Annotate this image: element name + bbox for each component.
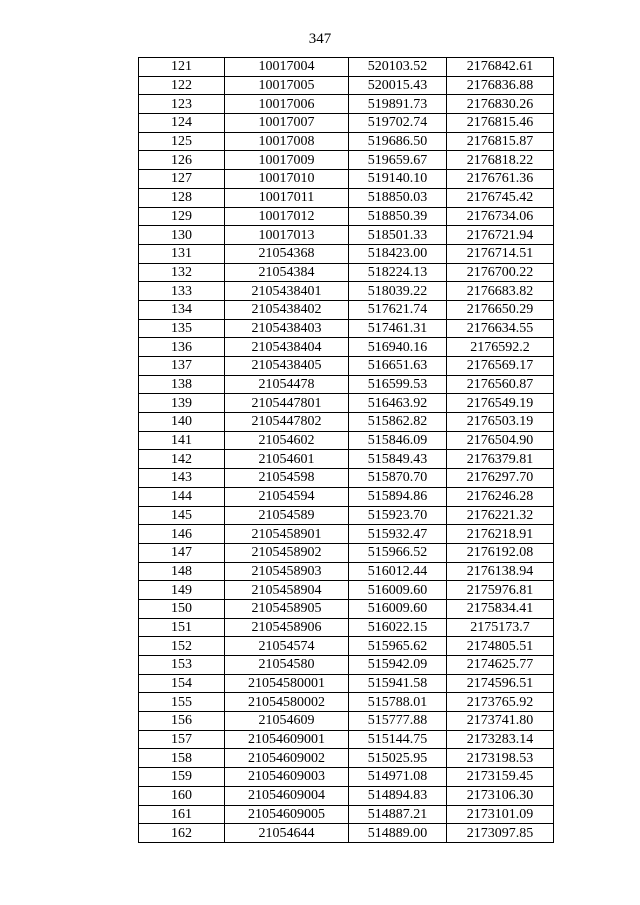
point-id-cell: 21054478 bbox=[225, 375, 349, 394]
row-index-cell: 124 bbox=[139, 114, 225, 133]
point-id-cell: 10017007 bbox=[225, 114, 349, 133]
x-coordinate-cell: 515966.52 bbox=[349, 543, 447, 562]
point-id-cell: 2105438401 bbox=[225, 282, 349, 301]
table-row bbox=[139, 282, 554, 301]
point-id-cell: 10017004 bbox=[225, 58, 349, 77]
point-id-cell: 21054609003 bbox=[225, 768, 349, 787]
table-row bbox=[139, 824, 554, 843]
table-row bbox=[139, 712, 554, 731]
x-coordinate-cell: 514889.00 bbox=[349, 824, 447, 843]
y-coordinate-cell: 2176549.19 bbox=[447, 394, 554, 413]
row-index-cell: 150 bbox=[139, 599, 225, 618]
point-id-cell: 2105447801 bbox=[225, 394, 349, 413]
row-index-cell: 135 bbox=[139, 319, 225, 338]
row-index-cell: 125 bbox=[139, 132, 225, 151]
table-row bbox=[139, 693, 554, 712]
table-row bbox=[139, 525, 554, 544]
x-coordinate-cell: 516009.60 bbox=[349, 581, 447, 600]
table-row bbox=[139, 450, 554, 469]
table-row bbox=[139, 132, 554, 151]
row-index-cell: 161 bbox=[139, 805, 225, 824]
table-row bbox=[139, 543, 554, 562]
y-coordinate-cell: 2176818.22 bbox=[447, 151, 554, 170]
table-row bbox=[139, 487, 554, 506]
table-row bbox=[139, 319, 554, 338]
x-coordinate-cell: 515965.62 bbox=[349, 637, 447, 656]
x-coordinate-cell: 514894.83 bbox=[349, 786, 447, 805]
point-id-cell: 10017006 bbox=[225, 95, 349, 114]
y-coordinate-cell: 2173741.80 bbox=[447, 712, 554, 731]
x-coordinate-cell: 515846.09 bbox=[349, 431, 447, 450]
table-row bbox=[139, 300, 554, 319]
row-index-cell: 162 bbox=[139, 824, 225, 843]
y-coordinate-cell: 2176745.42 bbox=[447, 188, 554, 207]
point-id-cell: 2105458906 bbox=[225, 618, 349, 637]
table-row bbox=[139, 76, 554, 95]
row-index-cell: 122 bbox=[139, 76, 225, 95]
x-coordinate-cell: 515788.01 bbox=[349, 693, 447, 712]
row-index-cell: 139 bbox=[139, 394, 225, 413]
y-coordinate-cell: 2173106.30 bbox=[447, 786, 554, 805]
y-coordinate-cell: 2173159.45 bbox=[447, 768, 554, 787]
table-row bbox=[139, 768, 554, 787]
x-coordinate-cell: 515894.86 bbox=[349, 487, 447, 506]
table-row bbox=[139, 226, 554, 245]
table-row bbox=[139, 469, 554, 488]
y-coordinate-cell: 2176842.61 bbox=[447, 58, 554, 77]
row-index-cell: 126 bbox=[139, 151, 225, 170]
table-row bbox=[139, 730, 554, 749]
y-coordinate-cell: 2176634.55 bbox=[447, 319, 554, 338]
point-id-cell: 21054598 bbox=[225, 469, 349, 488]
table-row bbox=[139, 244, 554, 263]
y-coordinate-cell: 2176830.26 bbox=[447, 95, 554, 114]
x-coordinate-cell: 515941.58 bbox=[349, 674, 447, 693]
row-index-cell: 131 bbox=[139, 244, 225, 263]
point-id-cell: 2105458902 bbox=[225, 543, 349, 562]
row-index-cell: 123 bbox=[139, 95, 225, 114]
row-index-cell: 132 bbox=[139, 263, 225, 282]
point-id-cell: 21054384 bbox=[225, 263, 349, 282]
point-id-cell: 21054580 bbox=[225, 656, 349, 675]
table-row bbox=[139, 805, 554, 824]
y-coordinate-cell: 2175976.81 bbox=[447, 581, 554, 600]
x-coordinate-cell: 515025.95 bbox=[349, 749, 447, 768]
table-row bbox=[139, 431, 554, 450]
y-coordinate-cell: 2176836.88 bbox=[447, 76, 554, 95]
x-coordinate-cell: 518850.39 bbox=[349, 207, 447, 226]
coordinates-table bbox=[138, 57, 554, 843]
table-row bbox=[139, 188, 554, 207]
x-coordinate-cell: 519140.10 bbox=[349, 170, 447, 189]
row-index-cell: 133 bbox=[139, 282, 225, 301]
row-index-cell: 121 bbox=[139, 58, 225, 77]
table-row bbox=[139, 562, 554, 581]
x-coordinate-cell: 517621.74 bbox=[349, 300, 447, 319]
y-coordinate-cell: 2173097.85 bbox=[447, 824, 554, 843]
row-index-cell: 157 bbox=[139, 730, 225, 749]
table-row bbox=[139, 207, 554, 226]
x-coordinate-cell: 515144.75 bbox=[349, 730, 447, 749]
table-row bbox=[139, 114, 554, 133]
page-number: 347 bbox=[308, 31, 332, 47]
point-id-cell: 2105458903 bbox=[225, 562, 349, 581]
point-id-cell: 10017013 bbox=[225, 226, 349, 245]
x-coordinate-cell: 515932.47 bbox=[349, 525, 447, 544]
table-row bbox=[139, 357, 554, 376]
y-coordinate-cell: 2175834.41 bbox=[447, 599, 554, 618]
point-id-cell: 10017005 bbox=[225, 76, 349, 95]
y-coordinate-cell: 2173765.92 bbox=[447, 693, 554, 712]
x-coordinate-cell: 515849.43 bbox=[349, 450, 447, 469]
x-coordinate-cell: 515870.70 bbox=[349, 469, 447, 488]
row-index-cell: 144 bbox=[139, 487, 225, 506]
point-id-cell: 2105458905 bbox=[225, 599, 349, 618]
y-coordinate-cell: 2176379.81 bbox=[447, 450, 554, 469]
y-coordinate-cell: 2176297.70 bbox=[447, 469, 554, 488]
point-id-cell: 21054574 bbox=[225, 637, 349, 656]
point-id-cell: 2105438403 bbox=[225, 319, 349, 338]
point-id-cell: 2105438405 bbox=[225, 357, 349, 376]
y-coordinate-cell: 2176560.87 bbox=[447, 375, 554, 394]
x-coordinate-cell: 515862.82 bbox=[349, 413, 447, 432]
y-coordinate-cell: 2176650.29 bbox=[447, 300, 554, 319]
row-index-cell: 152 bbox=[139, 637, 225, 656]
x-coordinate-cell: 515923.70 bbox=[349, 506, 447, 525]
row-index-cell: 151 bbox=[139, 618, 225, 637]
row-index-cell: 159 bbox=[139, 768, 225, 787]
x-coordinate-cell: 514971.08 bbox=[349, 768, 447, 787]
point-id-cell: 21054602 bbox=[225, 431, 349, 450]
point-id-cell: 10017012 bbox=[225, 207, 349, 226]
row-index-cell: 149 bbox=[139, 581, 225, 600]
row-index-cell: 153 bbox=[139, 656, 225, 675]
row-index-cell: 147 bbox=[139, 543, 225, 562]
row-index-cell: 141 bbox=[139, 431, 225, 450]
point-id-cell: 21054644 bbox=[225, 824, 349, 843]
x-coordinate-cell: 518423.00 bbox=[349, 244, 447, 263]
x-coordinate-cell: 514887.21 bbox=[349, 805, 447, 824]
point-id-cell: 21054580001 bbox=[225, 674, 349, 693]
y-coordinate-cell: 2173283.14 bbox=[447, 730, 554, 749]
point-id-cell: 2105447802 bbox=[225, 413, 349, 432]
y-coordinate-cell: 2176569.17 bbox=[447, 357, 554, 376]
point-id-cell: 21054609002 bbox=[225, 749, 349, 768]
table-row bbox=[139, 637, 554, 656]
x-coordinate-cell: 520015.43 bbox=[349, 76, 447, 95]
point-id-cell: 2105438404 bbox=[225, 338, 349, 357]
y-coordinate-cell: 2173198.53 bbox=[447, 749, 554, 768]
table-row bbox=[139, 506, 554, 525]
row-index-cell: 155 bbox=[139, 693, 225, 712]
row-index-cell: 158 bbox=[139, 749, 225, 768]
y-coordinate-cell: 2176192.08 bbox=[447, 543, 554, 562]
y-coordinate-cell: 2176683.82 bbox=[447, 282, 554, 301]
row-index-cell: 128 bbox=[139, 188, 225, 207]
row-index-cell: 137 bbox=[139, 357, 225, 376]
point-id-cell: 21054594 bbox=[225, 487, 349, 506]
row-index-cell: 129 bbox=[139, 207, 225, 226]
y-coordinate-cell: 2174805.51 bbox=[447, 637, 554, 656]
table-row bbox=[139, 618, 554, 637]
row-index-cell: 160 bbox=[139, 786, 225, 805]
table-row bbox=[139, 338, 554, 357]
table-row bbox=[139, 749, 554, 768]
row-index-cell: 140 bbox=[139, 413, 225, 432]
table-row bbox=[139, 674, 554, 693]
y-coordinate-cell: 2176138.94 bbox=[447, 562, 554, 581]
x-coordinate-cell: 518039.22 bbox=[349, 282, 447, 301]
x-coordinate-cell: 515942.09 bbox=[349, 656, 447, 675]
point-id-cell: 21054601 bbox=[225, 450, 349, 469]
x-coordinate-cell: 516012.44 bbox=[349, 562, 447, 581]
y-coordinate-cell: 2176700.22 bbox=[447, 263, 554, 282]
point-id-cell: 21054609004 bbox=[225, 786, 349, 805]
point-id-cell: 2105438402 bbox=[225, 300, 349, 319]
x-coordinate-cell: 517461.31 bbox=[349, 319, 447, 338]
x-coordinate-cell: 518850.03 bbox=[349, 188, 447, 207]
row-index-cell: 154 bbox=[139, 674, 225, 693]
table-row bbox=[139, 599, 554, 618]
x-coordinate-cell: 516463.92 bbox=[349, 394, 447, 413]
row-index-cell: 156 bbox=[139, 712, 225, 731]
table-row bbox=[139, 394, 554, 413]
row-index-cell: 148 bbox=[139, 562, 225, 581]
point-id-cell: 10017010 bbox=[225, 170, 349, 189]
x-coordinate-cell: 516599.53 bbox=[349, 375, 447, 394]
x-coordinate-cell: 520103.52 bbox=[349, 58, 447, 77]
table-row bbox=[139, 581, 554, 600]
point-id-cell: 21054609001 bbox=[225, 730, 349, 749]
row-index-cell: 134 bbox=[139, 300, 225, 319]
table-row bbox=[139, 656, 554, 675]
y-coordinate-cell: 2176218.91 bbox=[447, 525, 554, 544]
point-id-cell: 21054589 bbox=[225, 506, 349, 525]
x-coordinate-cell: 518501.33 bbox=[349, 226, 447, 245]
row-index-cell: 138 bbox=[139, 375, 225, 394]
row-index-cell: 127 bbox=[139, 170, 225, 189]
row-index-cell: 146 bbox=[139, 525, 225, 544]
row-index-cell: 145 bbox=[139, 506, 225, 525]
x-coordinate-cell: 516651.63 bbox=[349, 357, 447, 376]
x-coordinate-cell: 515777.88 bbox=[349, 712, 447, 731]
row-index-cell: 142 bbox=[139, 450, 225, 469]
table-row bbox=[139, 95, 554, 114]
point-id-cell: 10017011 bbox=[225, 188, 349, 207]
x-coordinate-cell: 516009.60 bbox=[349, 599, 447, 618]
y-coordinate-cell: 2176734.06 bbox=[447, 207, 554, 226]
point-id-cell: 21054609005 bbox=[225, 805, 349, 824]
table-row bbox=[139, 58, 554, 77]
table-row bbox=[139, 375, 554, 394]
x-coordinate-cell: 516940.16 bbox=[349, 338, 447, 357]
x-coordinate-cell: 518224.13 bbox=[349, 263, 447, 282]
point-id-cell: 2105458901 bbox=[225, 525, 349, 544]
table-row bbox=[139, 170, 554, 189]
y-coordinate-cell: 2174625.77 bbox=[447, 656, 554, 675]
point-id-cell: 21054368 bbox=[225, 244, 349, 263]
x-coordinate-cell: 519891.73 bbox=[349, 95, 447, 114]
table-row bbox=[139, 263, 554, 282]
y-coordinate-cell: 2176246.28 bbox=[447, 487, 554, 506]
point-id-cell: 21054609 bbox=[225, 712, 349, 731]
y-coordinate-cell: 2176761.36 bbox=[447, 170, 554, 189]
table-row bbox=[139, 413, 554, 432]
point-id-cell: 2105458904 bbox=[225, 581, 349, 600]
point-id-cell: 10017009 bbox=[225, 151, 349, 170]
y-coordinate-cell: 2176221.32 bbox=[447, 506, 554, 525]
row-index-cell: 136 bbox=[139, 338, 225, 357]
point-id-cell: 10017008 bbox=[225, 132, 349, 151]
x-coordinate-cell: 516022.15 bbox=[349, 618, 447, 637]
y-coordinate-cell: 2176504.90 bbox=[447, 431, 554, 450]
table-row bbox=[139, 151, 554, 170]
y-coordinate-cell: 2176503.19 bbox=[447, 413, 554, 432]
x-coordinate-cell: 519686.50 bbox=[349, 132, 447, 151]
y-coordinate-cell: 2176592.2 bbox=[447, 338, 554, 357]
table-row bbox=[139, 786, 554, 805]
row-index-cell: 143 bbox=[139, 469, 225, 488]
y-coordinate-cell: 2174596.51 bbox=[447, 674, 554, 693]
y-coordinate-cell: 2176721.94 bbox=[447, 226, 554, 245]
y-coordinate-cell: 2173101.09 bbox=[447, 805, 554, 824]
point-id-cell: 21054580002 bbox=[225, 693, 349, 712]
y-coordinate-cell: 2176815.46 bbox=[447, 114, 554, 133]
y-coordinate-cell: 2175173.7 bbox=[447, 618, 554, 637]
y-coordinate-cell: 2176815.87 bbox=[447, 132, 554, 151]
x-coordinate-cell: 519702.74 bbox=[349, 114, 447, 133]
row-index-cell: 130 bbox=[139, 226, 225, 245]
x-coordinate-cell: 519659.67 bbox=[349, 151, 447, 170]
table-body bbox=[139, 58, 554, 843]
y-coordinate-cell: 2176714.51 bbox=[447, 244, 554, 263]
